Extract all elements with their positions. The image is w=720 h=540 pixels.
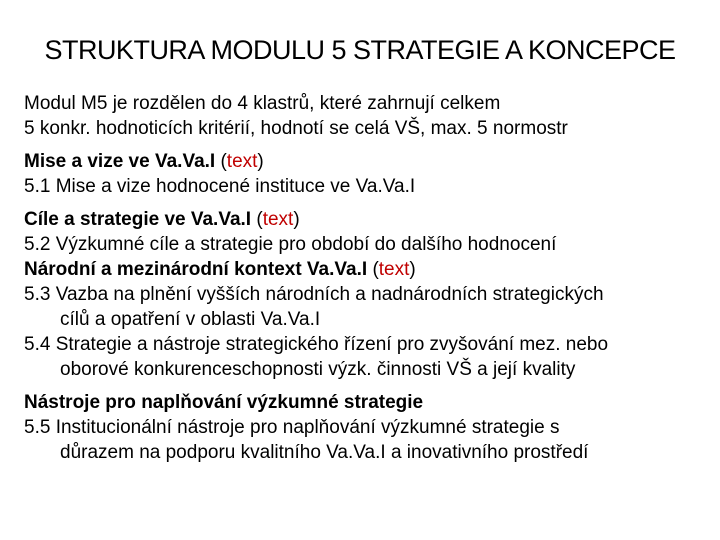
- criterion-5-5-continued: důrazem na podporu kvalitního Va.Va.I a inovativního prostředí: [60, 442, 589, 463]
- criterion-5-1: 5.1 Mise a vize hodnocené instituce ve Va.Va.I: [24, 176, 416, 197]
- slide-title: STRUKTURA MODULU 5 STRATEGIE A KONCEPCE: [44, 35, 676, 65]
- criterion-5-2: 5.2 Výzkumné cíle a strategie pro období do dalšího hodnocení: [24, 234, 557, 255]
- intro-line-2: 5 konkr. hodnoticích kritérií, hodnotí se celá VŠ, max. 5 normostr: [24, 118, 568, 139]
- section-heading-text: Nástroje pro naplňování výzkumné strategie: [24, 392, 424, 413]
- section-heading-text: Cíle a strategie ve Va.Va.I: [24, 209, 252, 230]
- criterion-5-4-continued: oborové konkurenceschopnosti výzk. činnosti VŠ a její kvality: [60, 359, 576, 380]
- criterion-5-3-continued: cílů a opatření v oblasti Va.Va.I: [60, 309, 321, 330]
- text-link[interactable]: text: [226, 151, 258, 172]
- criterion-5-4: 5.4 Strategie a nástroje strategického řízení pro zvyšování mez. nebo: [24, 334, 609, 355]
- section-heading-text: Mise a vize ve Va.Va.I: [24, 151, 216, 172]
- section-heading-kontext: Národní a mezinárodní kontext Va.Va.I (text): [24, 259, 416, 280]
- section-heading-mise: Mise a vize ve Va.Va.I (text): [24, 151, 264, 172]
- intro-line-1: Modul M5 je rozdělen do 4 klastrů, které zahrnují celkem: [24, 93, 501, 114]
- criterion-5-3: 5.3 Vazba na plnění vyšších národních a nadnárodních strategických: [24, 284, 604, 305]
- slide-content: [24, 91, 704, 465]
- criterion-5-5: 5.5 Institucionální nástroje pro naplňování výzkumné strategie s: [24, 417, 560, 438]
- section-heading-text: Národní a mezinárodní kontext Va.Va.I: [24, 259, 368, 280]
- section-heading-nastroje: [24, 390, 704, 415]
- section-heading-cile: Cíle a strategie ve Va.Va.I (text): [24, 209, 300, 230]
- text-link[interactable]: text: [378, 259, 410, 280]
- text-link[interactable]: text: [262, 209, 294, 230]
